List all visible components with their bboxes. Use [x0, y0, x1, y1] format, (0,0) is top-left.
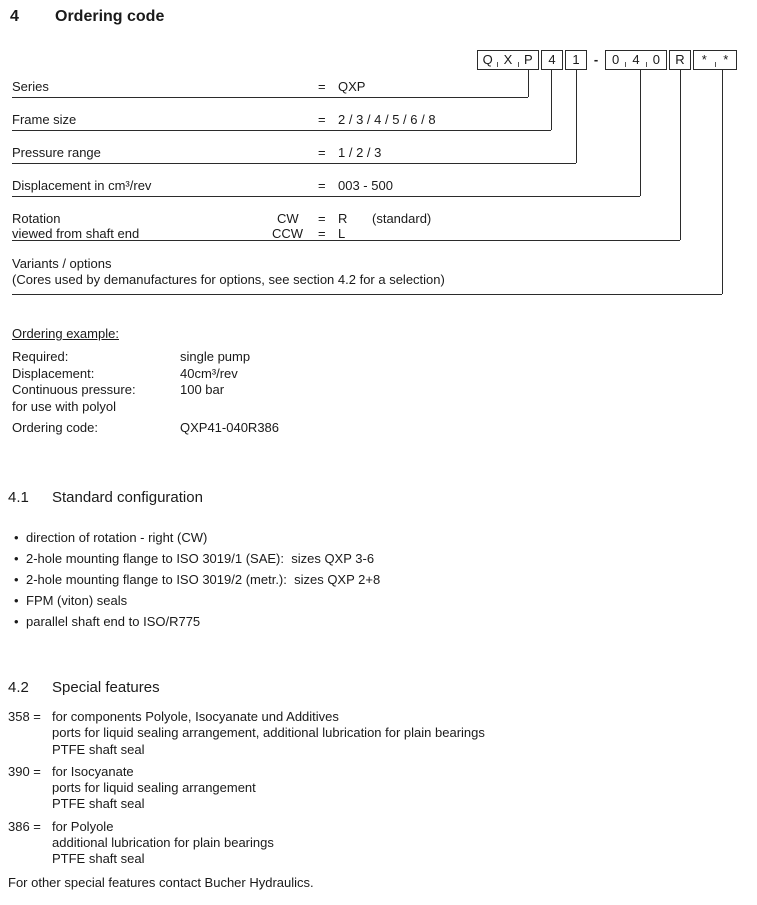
example-row-pressure	[12, 382, 279, 399]
section-standard-configuration	[8, 489, 748, 632]
feature-line: for Isocyanate	[52, 763, 134, 779]
rotation-ccw-eq: =	[318, 226, 326, 241]
bullet-item	[8, 611, 748, 632]
row-value-frame-size: 2 / 3 / 4 / 5 / 6 / 8	[338, 112, 436, 127]
bullet-marker: •	[14, 572, 19, 587]
bullet-item	[8, 590, 748, 611]
example-label: Continuous pressure:	[12, 382, 136, 397]
row-label-pressure-range: Pressure range	[12, 145, 101, 160]
bullet-text: direction of rotation - right (CW)	[26, 530, 208, 545]
code-char-rotation: R	[675, 52, 685, 67]
code-char-p: P	[523, 52, 533, 67]
row-label-series: Series	[12, 79, 49, 94]
bullet-marker: •	[14, 614, 19, 629]
bullet-text: parallel shaft end to ISO/R775	[26, 614, 201, 629]
ordering-example-heading: Ordering example:	[12, 326, 119, 341]
special-feature-358	[8, 709, 753, 758]
connector-series	[528, 70, 529, 97]
row-value-pressure-range: 1 / 2 / 3	[338, 145, 382, 160]
row-value-displacement: 003 - 500	[338, 178, 393, 193]
bullet-marker: •	[14, 551, 19, 566]
example-row-polyol	[12, 399, 279, 416]
feature-code: 386 =	[8, 818, 41, 834]
row-underline-variants	[12, 294, 722, 295]
example-label: Ordering code:	[12, 420, 98, 435]
example-row-displacement	[12, 366, 279, 383]
code-char-v2: *	[723, 52, 729, 67]
row-label-variants: Variants / options	[12, 256, 112, 271]
example-value: single pump	[180, 349, 251, 364]
code-char-pressure: 1	[572, 52, 580, 67]
ordering-example	[12, 326, 279, 437]
feature-line: ports for liquid sealing arrangement	[52, 780, 256, 796]
row-eq-frame-size: =	[318, 112, 326, 127]
connector-rotation	[680, 70, 681, 240]
row-label-rotation-2: viewed from shaft end	[12, 226, 140, 241]
special-features-list	[8, 709, 753, 868]
feature-line: PTFE shaft seal	[52, 796, 145, 812]
feature-line: PTFE shaft seal	[52, 851, 145, 867]
code-box-displacement	[605, 50, 667, 70]
example-label: for use with polyol	[12, 398, 117, 414]
special-feature-390	[8, 764, 753, 813]
section-heading	[8, 489, 748, 507]
rotation-cw-label: CW	[277, 211, 299, 226]
row-underline-displacement	[12, 196, 640, 197]
connector-frame-size	[551, 70, 552, 130]
row-eq-pressure-range: =	[318, 145, 326, 160]
example-label: Required:	[12, 349, 69, 364]
example-label: Displacement:	[12, 365, 95, 381]
section-title: Special features	[52, 679, 160, 696]
rotation-ccw-label: CCW	[272, 226, 304, 241]
bullet-item	[8, 569, 748, 590]
row-label-frame-size: Frame size	[12, 112, 77, 127]
code-box-variants	[693, 50, 737, 70]
row-underline-rotation	[12, 240, 680, 241]
feature-code: 390 =	[8, 763, 41, 779]
feature-line: PTFE shaft seal	[52, 741, 145, 757]
row-eq-series: =	[318, 79, 326, 94]
bullet-item	[8, 527, 748, 548]
code-char-frame: 4	[548, 52, 556, 67]
row-underline-pressure-range	[12, 163, 576, 164]
code-box-rotation	[669, 50, 691, 70]
section-title: Standard configuration	[52, 489, 203, 506]
section-number: 4	[10, 8, 19, 25]
row-label-displacement: Displacement in cm³/rev	[12, 178, 152, 193]
row-label-variants-2: (Cores used by demanufactures for options, see section 4.2 for a selection)	[12, 272, 445, 287]
section-title: Ordering code	[55, 8, 165, 25]
row-eq-displacement: =	[318, 178, 326, 193]
rotation-cw-eq: =	[318, 211, 326, 226]
row-value-series: QXP	[338, 79, 366, 94]
page-title	[10, 8, 164, 26]
example-row-ordering-code	[12, 420, 279, 437]
connector-displacement	[640, 70, 641, 196]
example-value: 100 bar	[180, 382, 225, 397]
section-number: 4.2	[8, 679, 29, 696]
row-label-rotation: Rotation	[12, 211, 61, 226]
special-feature-386	[8, 819, 753, 868]
bullet-text: FPM (viton) seals	[26, 593, 128, 608]
row-underline-frame-size	[12, 130, 551, 131]
connector-pressure-range	[576, 70, 577, 163]
code-box-series	[477, 50, 539, 70]
feature-line: ports for liquid sealing arrangement, additional lubrication for plain bearings	[52, 725, 485, 741]
section-number: 4.1	[8, 489, 29, 506]
feature-code: 358 =	[8, 709, 41, 724]
example-value: 40cm³/rev	[180, 365, 238, 381]
row-underline-series	[12, 97, 528, 98]
code-char-d3: 0	[652, 52, 660, 67]
rotation-cw-value: R	[338, 211, 348, 226]
feature-line: additional lubrication for plain bearings	[52, 835, 274, 851]
bullet-text: 2-hole mounting flange to ISO 3019/1 (SAE): sizes QXP 3-6	[26, 551, 375, 566]
rotation-cw-note: (standard)	[372, 211, 432, 226]
code-separator: -	[593, 52, 599, 67]
section-heading	[8, 679, 753, 697]
connector-variants	[722, 70, 723, 294]
feature-line: for components Polyole, Isocyanate und Additives	[52, 709, 339, 724]
example-value: QXP41-040R386	[180, 420, 280, 435]
bullet-marker: •	[14, 593, 19, 608]
example-row-required	[12, 349, 279, 366]
bullet-list	[8, 527, 748, 632]
code-char-d2: 4	[632, 52, 640, 67]
code-box-pressure	[565, 50, 587, 70]
code-char-d1: 0	[612, 52, 620, 67]
code-char-q: Q	[482, 52, 493, 67]
bullet-marker: •	[14, 530, 19, 545]
special-features-footer: For other special features contact Bucher Hydraulics.	[8, 874, 314, 890]
section-special-features	[8, 679, 753, 891]
code-char-x: X	[503, 52, 513, 67]
code-char-v1: *	[701, 52, 707, 67]
bullet-text: 2-hole mounting flange to ISO 3019/2 (metr.): sizes QXP 2+8	[26, 572, 381, 587]
rotation-ccw-value: L	[338, 226, 346, 241]
code-box-frame	[541, 50, 563, 70]
feature-line: for Polyole	[52, 818, 114, 834]
bullet-item	[8, 548, 748, 569]
